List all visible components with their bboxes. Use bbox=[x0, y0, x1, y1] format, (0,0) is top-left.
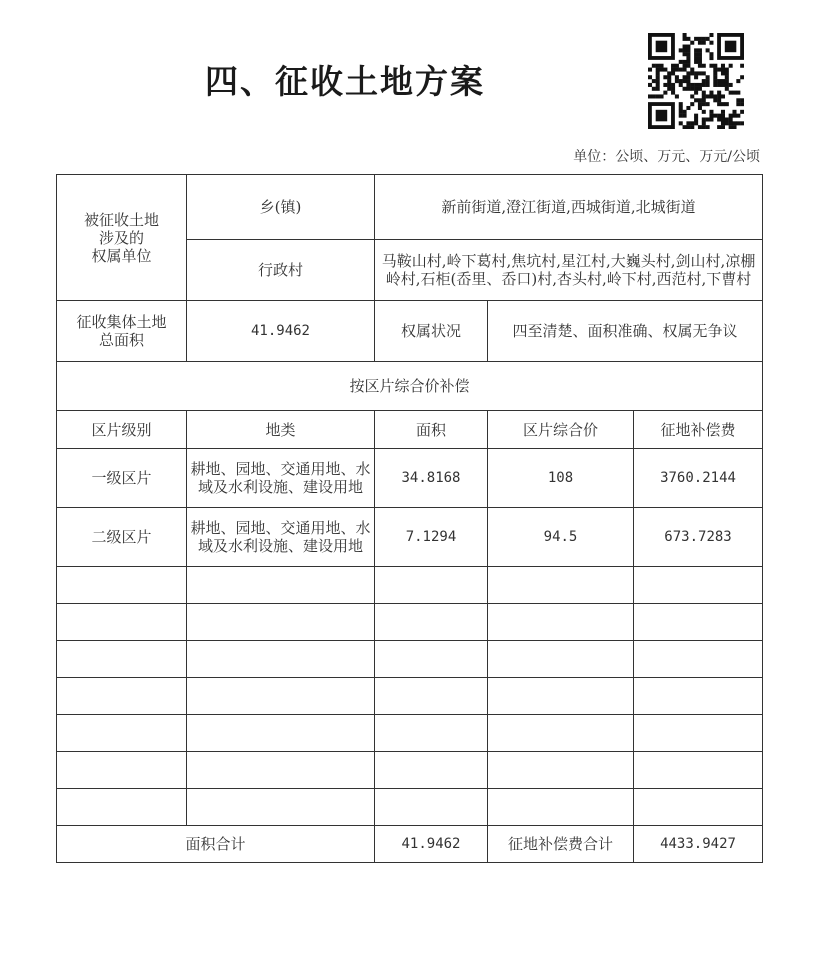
empty-cell bbox=[488, 567, 634, 604]
empty-cell bbox=[488, 604, 634, 641]
total-area-sum-label: 面积合计 bbox=[57, 826, 375, 863]
table-row bbox=[57, 508, 763, 567]
ownership-status-label: 权属状况 bbox=[375, 301, 488, 362]
empty-cell bbox=[375, 604, 488, 641]
col-header-level: 区片级别 bbox=[57, 411, 187, 449]
ownership-status-value: 四至清楚、面积准确、权属无争议 bbox=[488, 301, 763, 362]
empty-cell bbox=[57, 604, 187, 641]
empty-cell bbox=[57, 567, 187, 604]
empty-cell bbox=[634, 678, 763, 715]
qr-code bbox=[648, 33, 744, 129]
empty-cell bbox=[634, 641, 763, 678]
row-fee: 3760.2144 bbox=[634, 449, 763, 508]
area-summary-row bbox=[57, 301, 763, 362]
empty-cell bbox=[488, 752, 634, 789]
empty-cell bbox=[488, 678, 634, 715]
village-value: 马鞍山村,岭下葛村,焦坑村,星江村,大巍头村,剑山村,凉棚岭村,石柜(岙里、岙口)村,杏头村,岭下村,西范村,下曹村 bbox=[375, 240, 763, 301]
empty-cell bbox=[634, 604, 763, 641]
row-fee: 673.7283 bbox=[634, 508, 763, 567]
compensation-method: 按区片综合价补偿 bbox=[57, 362, 763, 411]
col-header-land-type: 地类 bbox=[187, 411, 375, 449]
land-acquisition-table bbox=[56, 174, 763, 863]
empty-cell bbox=[187, 715, 375, 752]
unit-note: 单位：公顷、万元、万元/公顷 bbox=[573, 149, 760, 165]
empty-cell bbox=[57, 641, 187, 678]
village-label: 行政村 bbox=[187, 240, 375, 301]
table-row bbox=[57, 449, 763, 508]
total-fee-label: 征地补偿费合计 bbox=[488, 826, 634, 863]
row-level: 二级区片 bbox=[57, 508, 187, 567]
empty-row bbox=[57, 715, 763, 752]
empty-cell bbox=[488, 789, 634, 826]
empty-cell bbox=[57, 678, 187, 715]
empty-cell bbox=[187, 752, 375, 789]
empty-cell bbox=[375, 641, 488, 678]
empty-cell bbox=[634, 715, 763, 752]
row-land-type: 耕地、园地、交通用地、水域及水利设施、建设用地 bbox=[187, 449, 375, 508]
empty-cell bbox=[634, 752, 763, 789]
header-row bbox=[57, 411, 763, 449]
empty-cell bbox=[375, 715, 488, 752]
totals-row bbox=[57, 826, 763, 863]
empty-cell bbox=[375, 567, 488, 604]
empty-cell bbox=[187, 678, 375, 715]
empty-cell bbox=[488, 641, 634, 678]
row-area: 7.1294 bbox=[375, 508, 488, 567]
empty-row bbox=[57, 752, 763, 789]
empty-cell bbox=[187, 567, 375, 604]
empty-cell bbox=[488, 715, 634, 752]
empty-cell bbox=[187, 604, 375, 641]
empty-cell bbox=[187, 789, 375, 826]
col-header-area: 面积 bbox=[375, 411, 488, 449]
page-title: 四、征收土地方案 bbox=[205, 62, 485, 101]
empty-cell bbox=[375, 789, 488, 826]
empty-cell bbox=[57, 789, 187, 826]
township-row bbox=[57, 175, 763, 240]
total-area-sum-value: 41.9462 bbox=[375, 826, 488, 863]
empty-cell bbox=[375, 752, 488, 789]
empty-row bbox=[57, 567, 763, 604]
empty-cell bbox=[57, 752, 187, 789]
total-area-value: 41.9462 bbox=[187, 301, 375, 362]
total-area-label: 征收集体土地 总面积 bbox=[57, 301, 187, 362]
method-row bbox=[57, 362, 763, 411]
row-price: 108 bbox=[488, 449, 634, 508]
empty-cell bbox=[634, 789, 763, 826]
empty-cell bbox=[57, 715, 187, 752]
col-header-price: 区片综合价 bbox=[488, 411, 634, 449]
empty-row bbox=[57, 789, 763, 826]
empty-cell bbox=[187, 641, 375, 678]
row-level: 一级区片 bbox=[57, 449, 187, 508]
township-value: 新前街道,澄江街道,西城街道,北城街道 bbox=[375, 175, 763, 240]
empty-row bbox=[57, 641, 763, 678]
township-label: 乡(镇) bbox=[187, 175, 375, 240]
empty-cell bbox=[634, 567, 763, 604]
col-header-fee: 征地补偿费 bbox=[634, 411, 763, 449]
empty-cell bbox=[375, 678, 488, 715]
total-fee-value: 4433.9427 bbox=[634, 826, 763, 863]
ownership-header: 被征收土地 涉及的 权属单位 bbox=[57, 175, 187, 301]
empty-row bbox=[57, 678, 763, 715]
row-land-type: 耕地、园地、交通用地、水域及水利设施、建设用地 bbox=[187, 508, 375, 567]
row-area: 34.8168 bbox=[375, 449, 488, 508]
row-price: 94.5 bbox=[488, 508, 634, 567]
empty-row bbox=[57, 604, 763, 641]
